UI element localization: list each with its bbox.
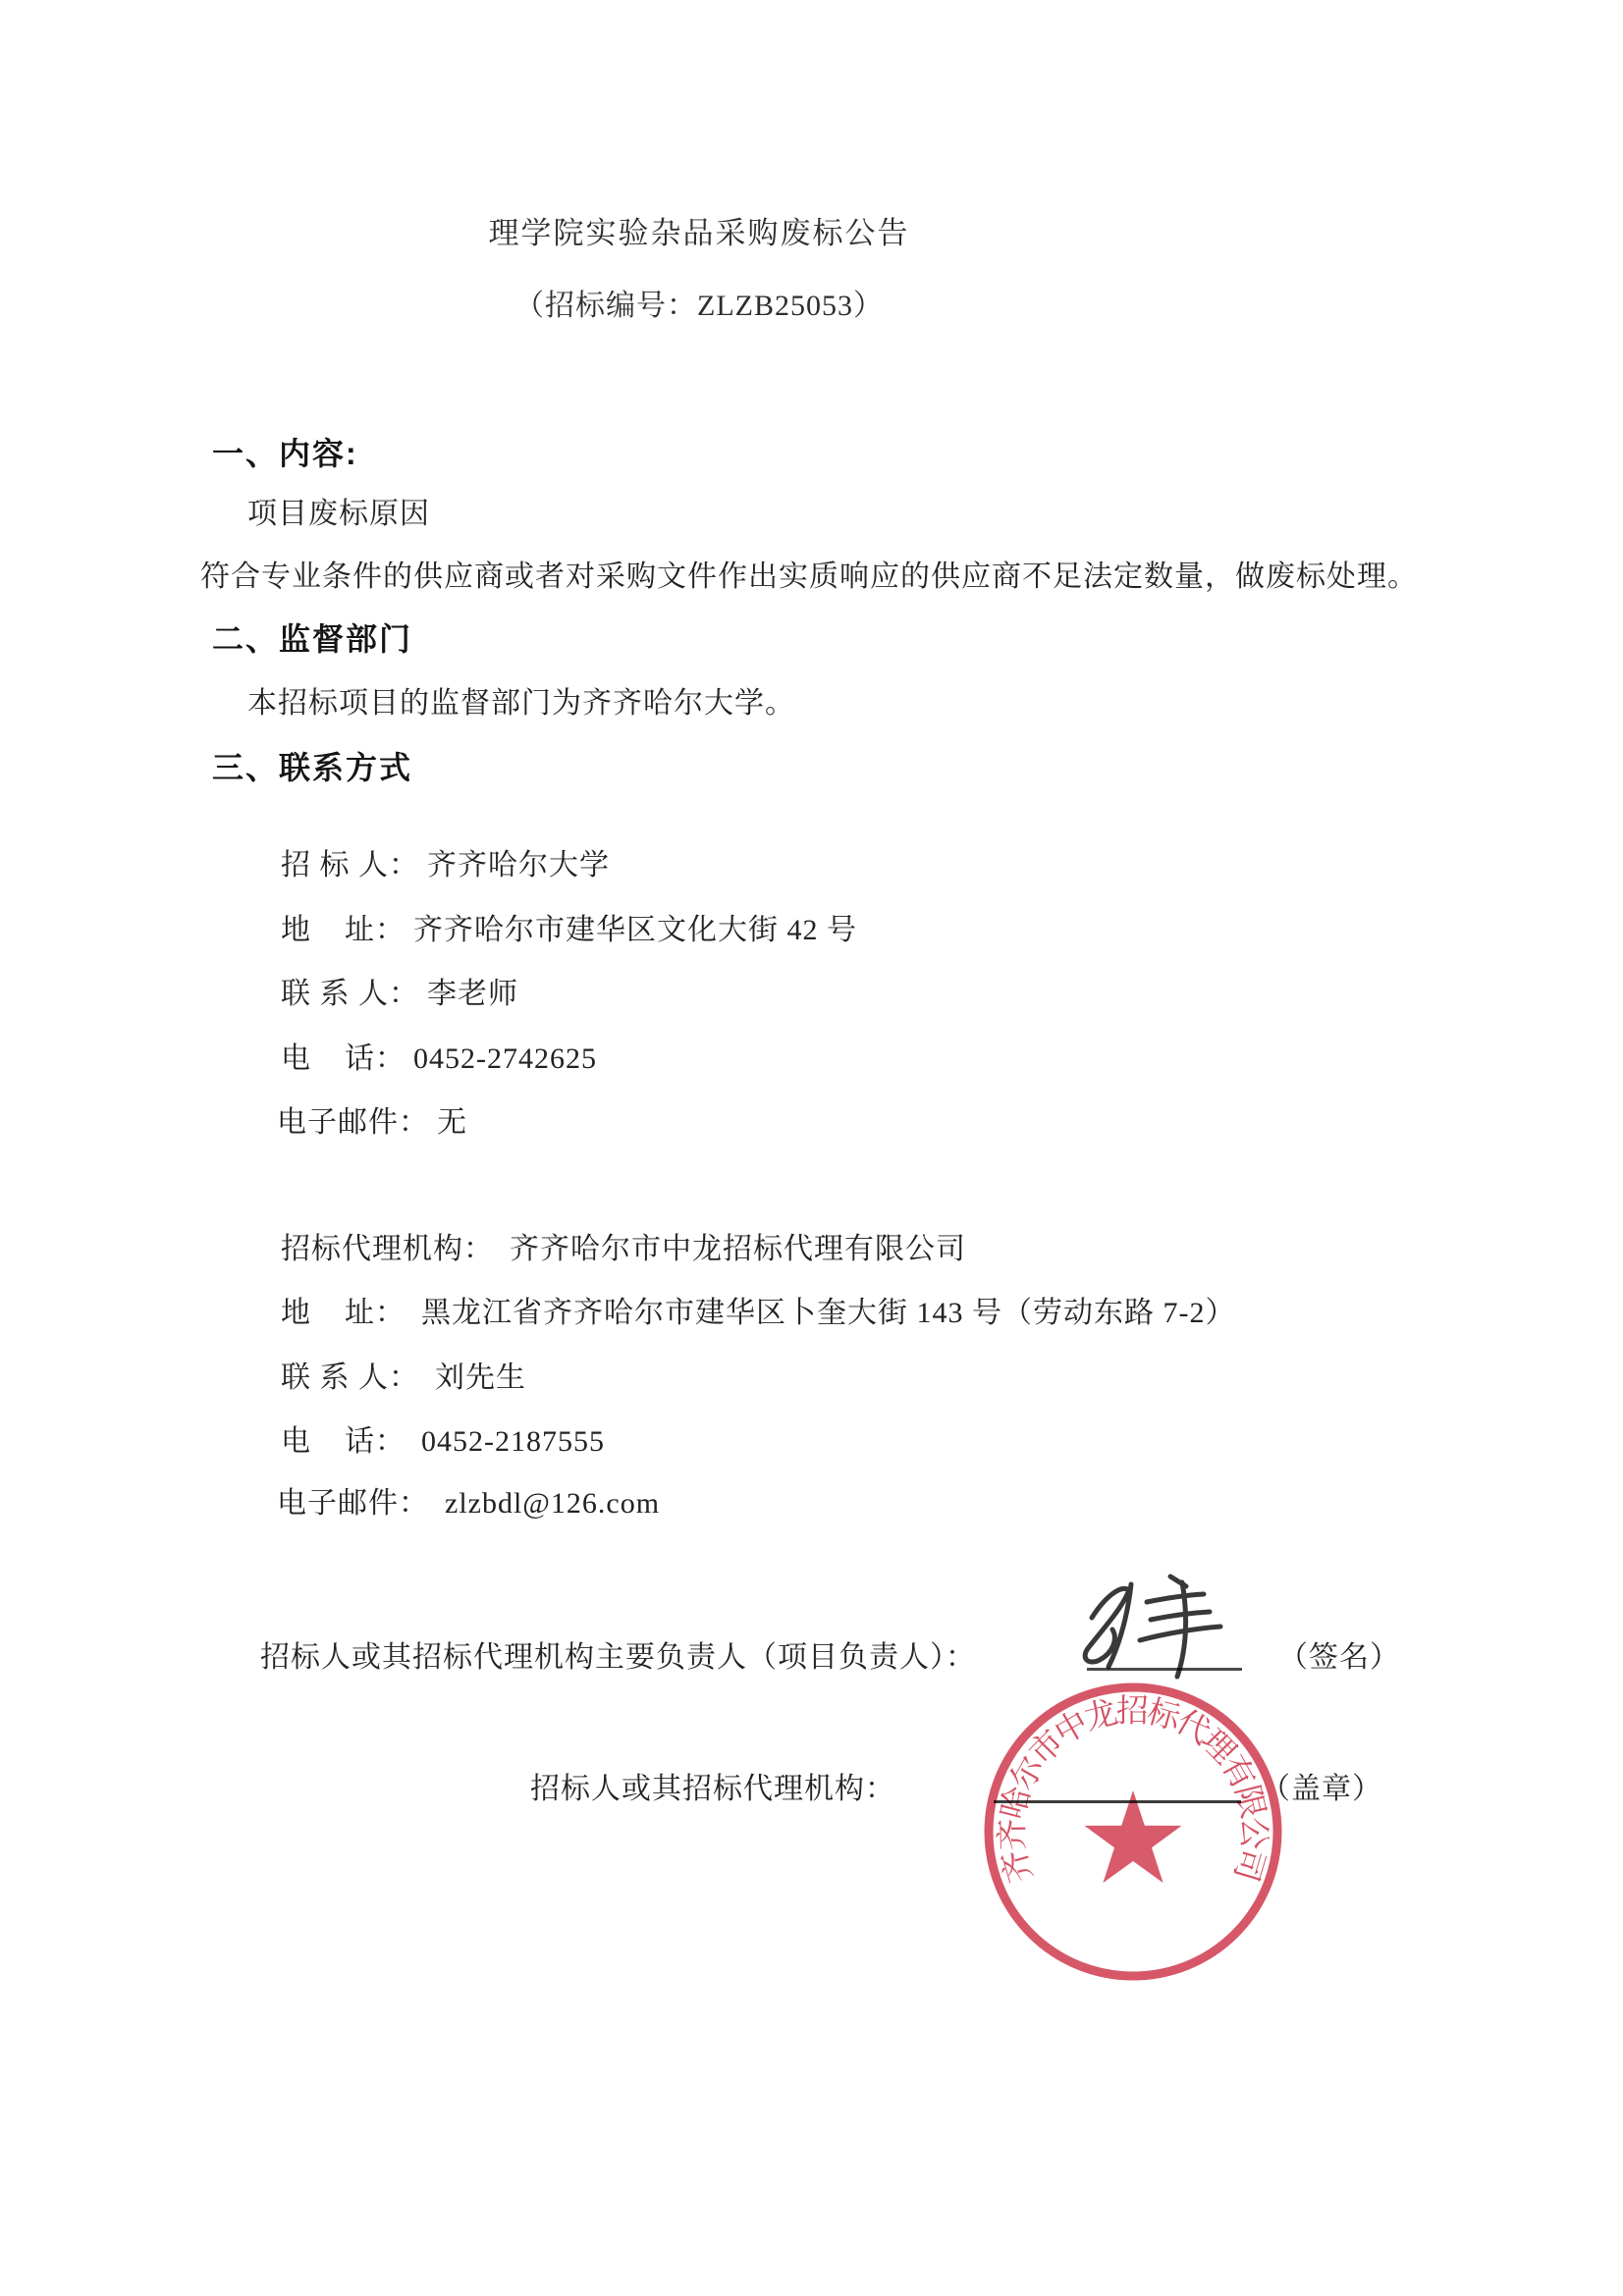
handwritten-signature xyxy=(1068,1569,1243,1684)
tenderer-address-label: 地 址： xyxy=(281,914,406,946)
tenderer-name-label: 招 标 人： xyxy=(281,849,419,881)
tenderer-name-value: 齐齐哈尔大学 xyxy=(427,849,610,881)
tenderer-email-row xyxy=(243,1064,467,1174)
agency-address-label: 地 址： xyxy=(281,1297,406,1329)
agency-org-value: 齐齐哈尔市中龙招标代理有限公司 xyxy=(510,1233,966,1265)
agency-email-row xyxy=(243,1445,660,1555)
tenderer-email-value: 无 xyxy=(437,1106,467,1139)
tenderer-person-value: 李老师 xyxy=(427,978,518,1010)
agency-email-value: zlzbdl@126.com xyxy=(445,1487,661,1520)
principal-signature-suffix: （签名） xyxy=(1278,1641,1400,1674)
stamp-star-icon xyxy=(1085,1790,1182,1883)
agency-email-label: 电子邮件： xyxy=(277,1487,429,1520)
agency-person-label: 联 系 人： xyxy=(281,1362,419,1394)
agency-phone-value: 0452-2187555 xyxy=(421,1425,605,1458)
content-reason-title: 项目废标原因 xyxy=(247,498,430,530)
stamp-ring-text: 齐齐哈尔市中龙招标代理有限公司 xyxy=(995,1693,1271,1888)
agency-address-value: 黑龙江省齐齐哈尔市建华区卜奎大街 143 号（劳动东路 7-2） xyxy=(421,1297,1236,1329)
section-content-heading: 一、内容: xyxy=(212,436,358,471)
agency-org-label: 招标代理机构： xyxy=(281,1233,494,1265)
section-supervision-heading: 二、监督部门 xyxy=(212,621,413,657)
tenderer-person-label: 联 系 人： xyxy=(281,978,419,1010)
company-seal-stamp xyxy=(976,1675,1290,1989)
tender-number: （招标编号：ZLZB25053） xyxy=(514,290,884,322)
agency-phone-label: 电 话： xyxy=(281,1425,406,1458)
supervision-text: 本招标项目的监督部门为齐齐哈尔大学。 xyxy=(247,687,795,720)
document-title: 理学院实验杂品采购废标公告 xyxy=(488,216,910,250)
agency-person-value: 刘先生 xyxy=(435,1362,526,1394)
content-reason-text: 符合专业条件的供应商或者对采购文件作出实质响应的供应商不足法定数量，做废标处理。 xyxy=(200,561,1418,593)
org-seal-label: 招标人或其招标代理机构： xyxy=(530,1773,895,1805)
tenderer-phone-value: 0452-2742625 xyxy=(413,1042,597,1075)
org-seal-suffix: （盖章） xyxy=(1261,1773,1382,1805)
tenderer-address-value: 齐齐哈尔市建华区文化大街 42 号 xyxy=(413,914,857,946)
tenderer-email-label: 电子邮件： xyxy=(277,1106,429,1139)
principal-signature-label: 招标人或其招标代理机构主要负责人（项目负责人）： xyxy=(260,1641,976,1674)
section-contact-heading: 三、联系方式 xyxy=(212,750,413,785)
tenderer-phone-label: 电 话： xyxy=(281,1042,406,1075)
